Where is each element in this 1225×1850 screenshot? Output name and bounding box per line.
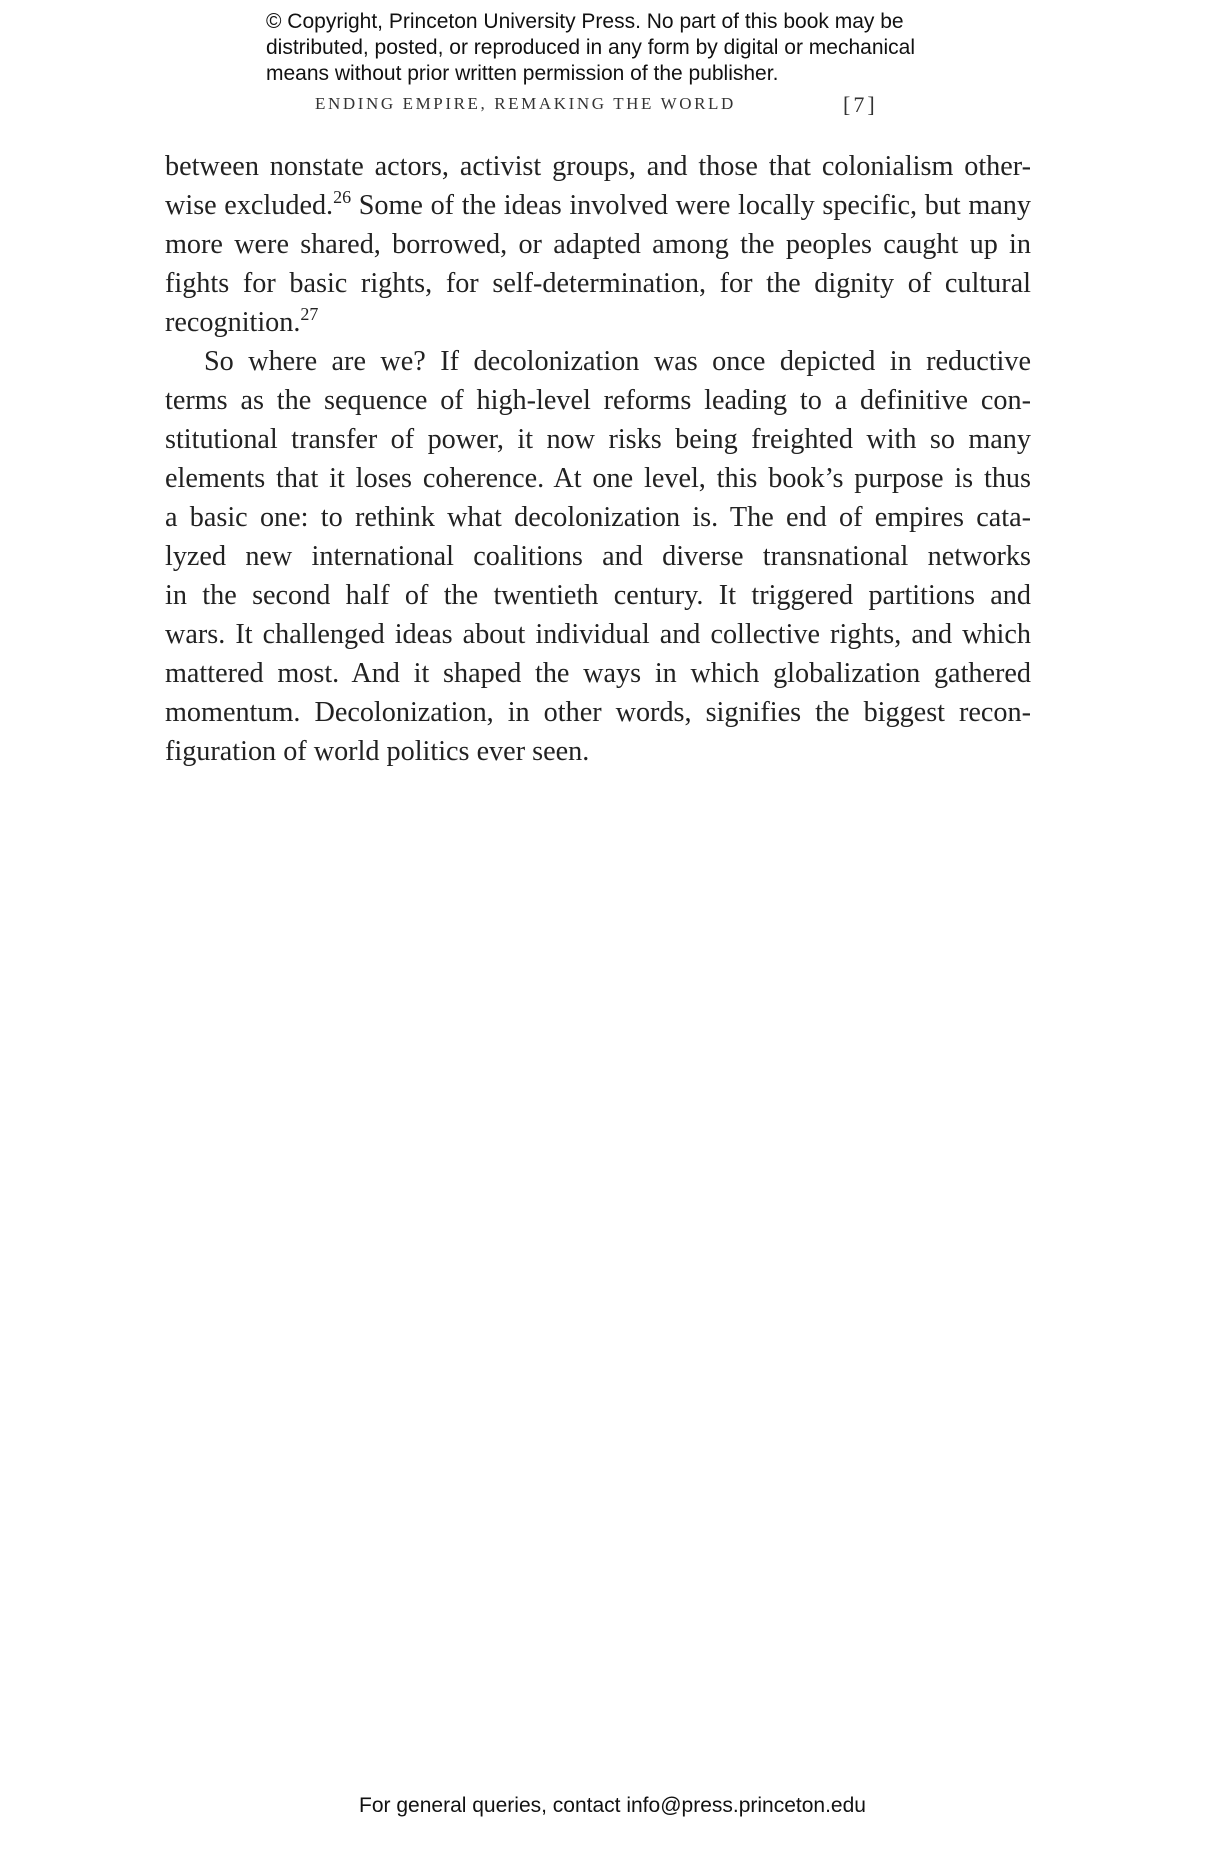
text-line: between nonstate actors, activist groups, and those that colonialism other- bbox=[165, 151, 1031, 182]
text-fragment: Some of the ideas involved were locally specific, but many bbox=[351, 190, 1031, 221]
text-line: lyzed new international coalitions and diverse transnational networks bbox=[165, 541, 1031, 572]
text-line: momentum. Decolonization, in other words, signifies the biggest recon- bbox=[165, 697, 1031, 728]
text-line bbox=[165, 303, 1031, 342]
copyright-notice bbox=[266, 9, 1026, 87]
text-line: more were shared, borrowed, or adapted among the peoples caught up in bbox=[165, 229, 1031, 260]
copyright-line: © Copyright, Princeton University Press. No part of this book may be bbox=[266, 10, 904, 33]
copyright-line: distributed, posted, or reproduced in any form by digital or mechanical bbox=[266, 36, 916, 59]
page-number: [7] bbox=[843, 92, 878, 117]
text-line: mattered most. And it shaped the ways in which globalization gathered bbox=[165, 658, 1031, 689]
text-line: wars. It challenged ideas about individual and collective rights, and which bbox=[165, 619, 1031, 650]
text-fragment: wise excluded. bbox=[165, 190, 334, 221]
text-line: elements that it loses coherence. At one level, this book’s purpose is thus bbox=[165, 463, 1031, 494]
text-fragment: recognition. bbox=[165, 307, 301, 338]
copyright-line: means without prior written permission of the publisher. bbox=[266, 62, 779, 85]
text-line bbox=[165, 186, 1031, 225]
running-head-title: ENDING EMPIRE, REMAKING THE WORLD bbox=[315, 94, 736, 113]
footer-contact: For general queries, contact info@press.princeton.edu bbox=[359, 1794, 866, 1817]
text-line: terms as the sequence of high-level reforms leading to a definitive con- bbox=[165, 385, 1031, 416]
text-line: fights for basic rights, for self-determination, for the dignity of cultural bbox=[165, 268, 1031, 299]
text-line: a basic one: to rethink what decolonization is. The end of empires cata- bbox=[165, 502, 1031, 533]
text-line: So where are we? If decolonization was once depicted in reductive bbox=[204, 346, 1031, 377]
paragraph-2 bbox=[165, 342, 1031, 771]
text-line: in the second half of the twentieth century. It triggered partitions and bbox=[165, 580, 1031, 611]
paragraph-1 bbox=[165, 147, 1031, 342]
text-line: stitutional transfer of power, it now risks being freighted with so many bbox=[165, 424, 1031, 455]
body-text bbox=[165, 147, 1031, 771]
text-line: figuration of world politics ever seen. bbox=[165, 736, 590, 767]
footnote-ref-26[interactable]: 26 bbox=[333, 187, 352, 207]
footnote-ref-27[interactable]: 27 bbox=[300, 304, 319, 324]
